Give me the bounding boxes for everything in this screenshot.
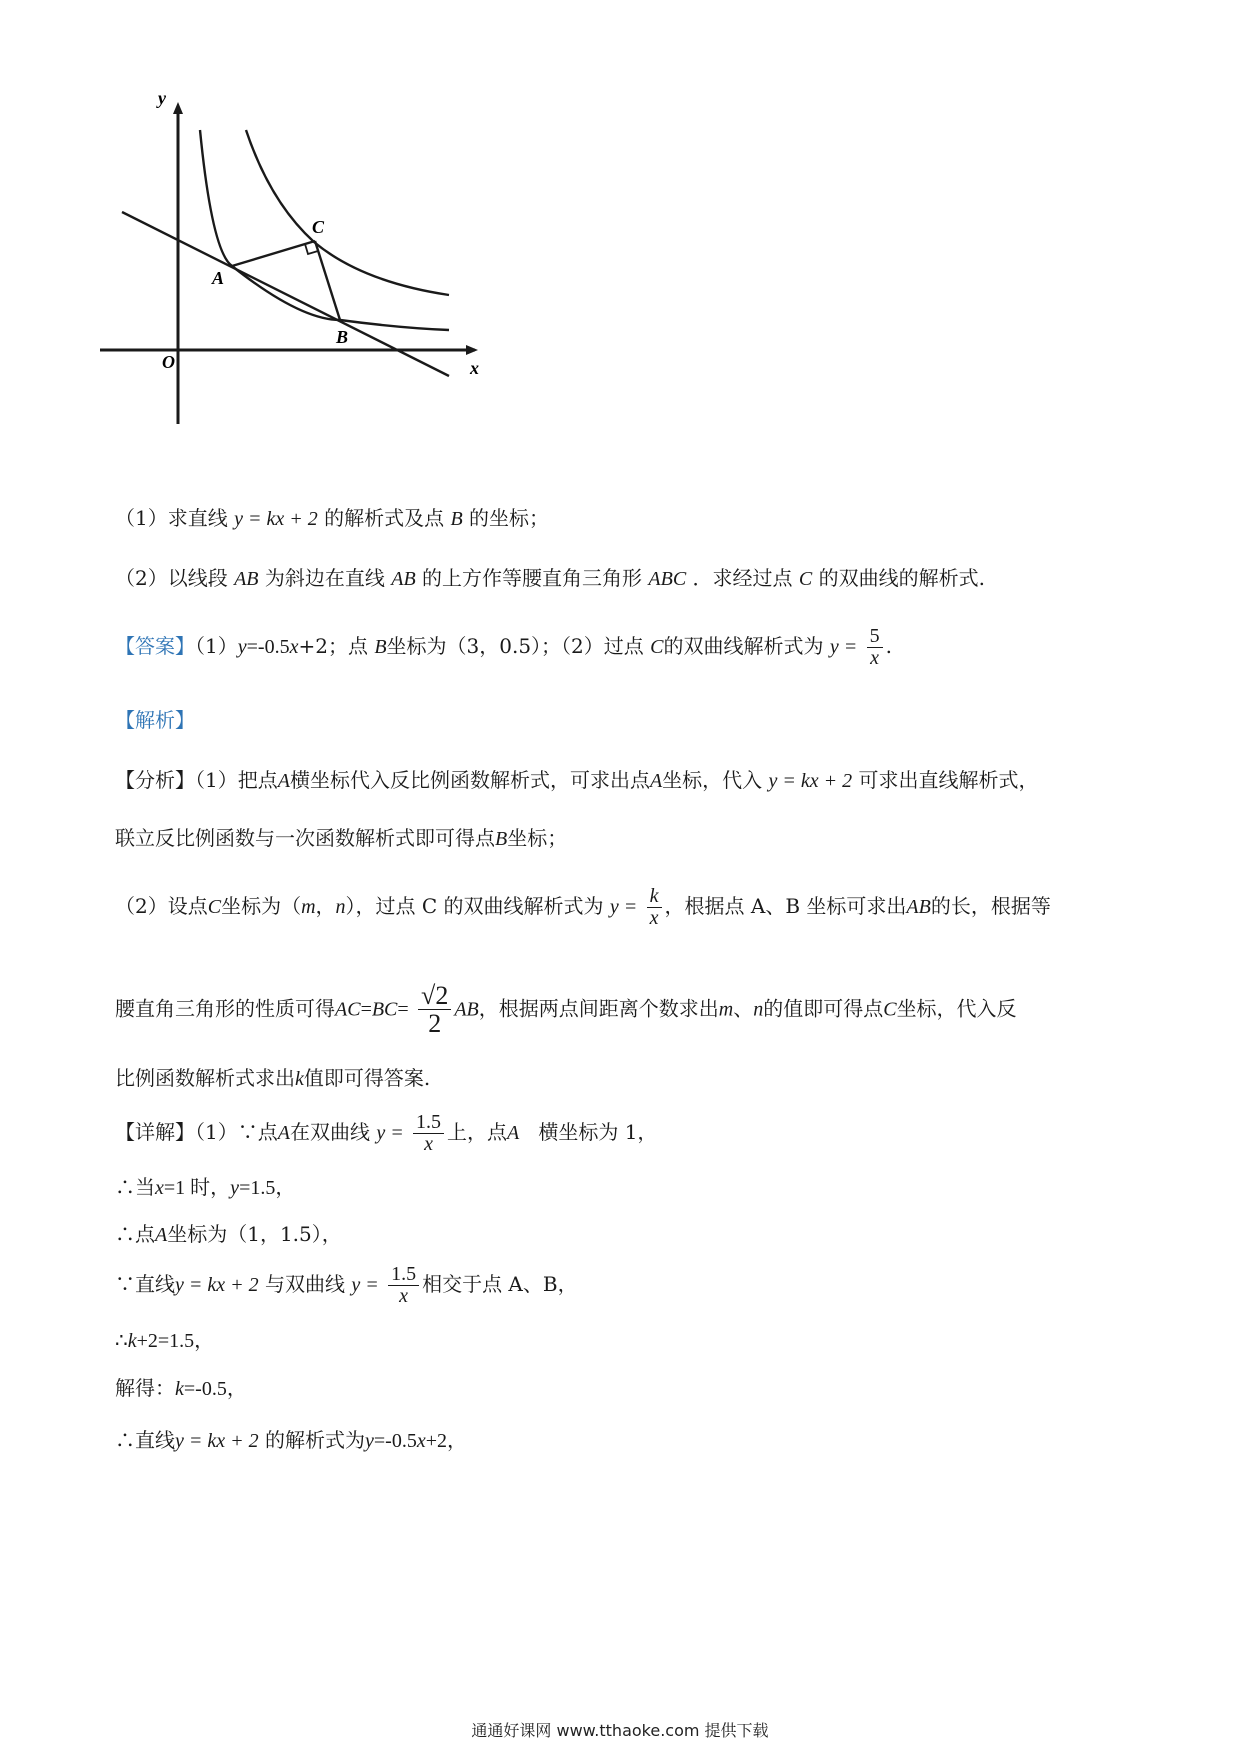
p2-n: n: [335, 896, 346, 918]
answer-fraction-denominator: x: [870, 647, 880, 669]
detail-line-7: [115, 1420, 467, 1461]
hyperbola-upper: [246, 130, 449, 295]
p3-n: n: [753, 998, 764, 1021]
d4-fraction-denominator: x: [399, 1285, 409, 1307]
q1-expr: y = kx + 2: [234, 508, 318, 530]
q1-tail: 的坐标；: [469, 506, 550, 530]
fenxi-1c: 坐标，代入: [662, 768, 763, 792]
p3-radicand: 2: [435, 981, 449, 1010]
p2-fraction-numerator: k: [647, 886, 662, 908]
p3-sep: 、: [733, 996, 754, 1021]
point-c-label: C: [312, 217, 325, 237]
d4-a: ∵直线: [115, 1272, 175, 1296]
fenxi-line-2: [115, 818, 567, 859]
detail-line-1: [115, 1112, 657, 1155]
point-a-label: A: [212, 268, 225, 288]
fenxi-2a: 联立反比例函数与一次函数解析式即可得点: [115, 826, 495, 850]
detail-line-6: [115, 1368, 247, 1409]
p2-a: （2）设点: [115, 894, 208, 918]
d7-d: +2，: [425, 1430, 467, 1452]
p3-cc: C: [883, 998, 897, 1021]
p3-eq: =: [360, 998, 372, 1021]
p2-c: C: [207, 896, 222, 918]
p3-fraction: [418, 982, 451, 1038]
d5-k: k: [127, 1330, 137, 1352]
d7-expr: y = kx + 2: [175, 1430, 259, 1452]
q2-text-3: ．求经过点: [692, 566, 793, 590]
d1-a: 【详解】（1）∵点: [115, 1120, 278, 1144]
p4-a: 比例函数解析式求出: [115, 1066, 295, 1090]
fenxi-a2: A: [649, 770, 663, 792]
q2-text-2: 的上方作等腰直角三角形: [422, 566, 643, 590]
d6-k: k: [175, 1378, 184, 1400]
detail-line-4: [115, 1264, 578, 1307]
d1-point-a2: A: [507, 1122, 520, 1144]
d2-y: y: [230, 1177, 240, 1199]
answer-eq-coef: =-0.5: [246, 636, 290, 658]
q2-prefix: （2）以线段: [115, 566, 228, 590]
fenxi-b: B: [495, 828, 508, 850]
d4-y: y =: [351, 1274, 379, 1296]
x-axis-label: x: [470, 358, 479, 378]
p2-comma: ，: [315, 894, 336, 918]
d1-fraction-denominator: x: [424, 1133, 433, 1155]
hyperbola-lower: [200, 130, 449, 330]
q2-point-c: C: [798, 568, 813, 590]
question-1: [115, 498, 549, 539]
d4-fraction-numerator: 1.5: [388, 1264, 419, 1286]
d1-y: y =: [376, 1122, 404, 1144]
fenxi-expr: y = kx + 2: [768, 770, 853, 792]
q2-text-4: 的双曲线的解析式.: [818, 566, 985, 590]
p4-b: 值即可得答案.: [303, 1066, 431, 1090]
origin-label: O: [162, 352, 175, 372]
answer-part1: （1）: [195, 634, 238, 658]
question-2: [115, 558, 985, 599]
q2-ab-1: AB: [234, 568, 259, 590]
d7-b: 的解析式为: [264, 1428, 365, 1452]
q2-abc: ABC: [648, 568, 687, 590]
answer-y: y =: [829, 636, 858, 658]
p3-c: 的值即可得点: [763, 996, 884, 1021]
detail-line-5: [115, 1320, 214, 1361]
d1-fraction-numerator: 1.5: [413, 1112, 444, 1134]
segment-ac: [232, 241, 315, 266]
p3-bc: BC: [371, 998, 398, 1021]
answer-eq-x: x: [289, 636, 299, 658]
d3-b: 坐标为（1，1.5），: [167, 1222, 342, 1246]
d2-b: =1 时，: [163, 1177, 231, 1199]
fenxi-line-4: [115, 982, 1017, 1038]
p3-fraction-denominator: 2: [428, 1009, 442, 1039]
d7-x: x: [416, 1430, 426, 1452]
d3-a: ∴点: [115, 1222, 155, 1246]
answer-coord: 坐标为（3，0.5）；（2）过点: [386, 634, 644, 658]
fenxi-2b: 坐标；: [507, 826, 568, 850]
d1-b: 在双曲线: [289, 1120, 370, 1144]
point-b-label: B: [336, 327, 349, 347]
p3-ab: AB: [454, 998, 479, 1021]
p2-e: 的长，根据等: [930, 894, 1051, 918]
d2-a: ∴当: [115, 1175, 155, 1199]
answer-tail: 的双曲线解析式为: [663, 634, 824, 658]
d5-a: ∴: [115, 1328, 128, 1352]
answer-fraction: [867, 626, 883, 669]
analysis-label: 【解析】: [115, 708, 195, 732]
p3-ac: AC: [335, 998, 361, 1021]
d4-expr: y = kx + 2: [175, 1274, 259, 1296]
d2-c: =1.5，: [239, 1177, 296, 1199]
d7-c: =-0.5: [373, 1430, 417, 1452]
d4-c: 相交于点 A、B，: [422, 1272, 578, 1296]
p2-fraction: [647, 886, 662, 929]
fenxi-1a: 【分析】（1）把点: [115, 768, 278, 792]
d5-b: +2=1.5，: [136, 1330, 215, 1352]
d7-a: ∴直线: [115, 1428, 175, 1452]
answer-fraction-numerator: 5: [867, 626, 883, 648]
q1-mid: 的解析式及点: [324, 506, 445, 530]
q2-text-1: 为斜边在直线: [264, 566, 385, 590]
answer-point-b: B: [374, 636, 387, 658]
q1-point-b: B: [450, 508, 463, 530]
d1-c: 上，点: [447, 1120, 508, 1144]
y-axis-label: y: [158, 92, 166, 108]
p3-a: 腰直角三角形的性质可得: [115, 996, 335, 1021]
p2-b: 坐标为（: [221, 894, 302, 918]
fenxi-1d: 可求出直线解析式，: [858, 768, 1039, 792]
p4-k: k: [295, 1068, 304, 1090]
d1-fraction: [413, 1112, 444, 1155]
fenxi-1b: 横坐标代入反比例函数解析式，可求出点: [289, 768, 650, 792]
d4-b: 与双曲线: [264, 1272, 345, 1296]
detail-line-3: [115, 1214, 342, 1255]
d6-b: =-0.5，: [183, 1378, 247, 1400]
d1-d: 横坐标为 1，: [538, 1120, 658, 1144]
answer-end: .: [885, 634, 892, 658]
p3-eq2: =: [397, 998, 409, 1021]
x-axis-arrow-icon: [466, 345, 478, 355]
p2-ab: AB: [906, 896, 931, 918]
fenxi-line-5: [115, 1058, 430, 1099]
p3-b: ，根据两点间距离个数求出: [478, 996, 719, 1021]
p2-y: y =: [609, 896, 638, 918]
sqrt-icon: √: [421, 981, 436, 1010]
d7-y: y: [364, 1430, 374, 1452]
hyperbola-figure: [100, 92, 550, 482]
p2-c2: ），过点 C 的双曲线解析式为: [345, 894, 604, 918]
answer-eq-y: y: [237, 636, 247, 658]
answer-point-c: C: [650, 636, 664, 658]
q2-ab-2: AB: [391, 568, 416, 590]
d3-point-a: A: [155, 1224, 168, 1246]
page-footer: 通通好课网 www.tthaoke.com 提供下载: [471, 1721, 769, 1740]
d4-fraction: [388, 1264, 419, 1307]
detail-line-2: [115, 1167, 295, 1208]
y-axis-arrow-icon: [173, 102, 183, 114]
p3-d: 坐标，代入反: [896, 996, 1017, 1021]
answer-line: [115, 626, 892, 669]
d1-point-a: A: [277, 1122, 290, 1144]
answer-label: 【答案】: [115, 634, 195, 658]
p3-fraction-numerator: [418, 982, 451, 1010]
fenxi-a1: A: [277, 770, 290, 792]
p3-m: m: [718, 998, 734, 1021]
fenxi-line-1: [115, 760, 1039, 801]
analysis-heading: [115, 700, 195, 740]
p2-d: ，根据点 A、B 坐标可求出: [664, 894, 907, 918]
p2-fraction-denominator: x: [649, 907, 659, 929]
q1-prefix: （1）求直线: [115, 506, 228, 530]
d2-x: x: [155, 1177, 164, 1199]
d6-a: 解得：: [115, 1376, 175, 1400]
fenxi-line-3: [115, 886, 1051, 929]
answer-eq-tail: +2；点: [298, 634, 368, 658]
p2-m: m: [301, 896, 316, 918]
